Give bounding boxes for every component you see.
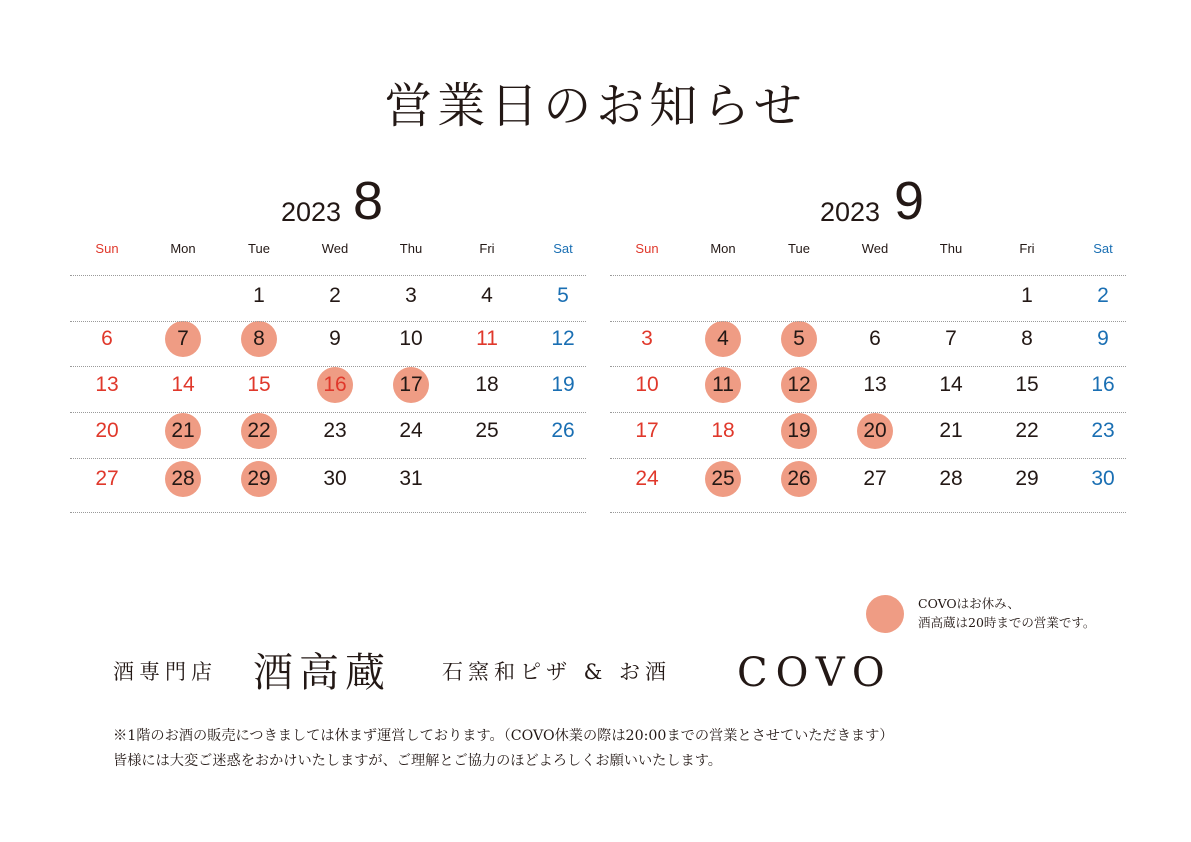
note-line-1: ※1階のお酒の販売につきましては休まず運営しております。（COVO休業の際は20:00までの営業とさせていただきます） bbox=[113, 728, 894, 744]
day-cell-closed: 19 bbox=[781, 413, 817, 449]
row-divider bbox=[70, 275, 586, 276]
row-divider bbox=[70, 458, 586, 459]
day-cell: 14 bbox=[939, 373, 963, 396]
year-label: 2023 bbox=[281, 197, 342, 227]
day-cell: 8 bbox=[1021, 327, 1033, 350]
day-cell: 2 bbox=[1097, 284, 1109, 307]
day-cell: 21 bbox=[939, 419, 963, 442]
day-cell: 24 bbox=[399, 419, 423, 442]
day-cell: 20 bbox=[95, 419, 119, 442]
month-label: 8 bbox=[353, 171, 384, 231]
day-cell: 3 bbox=[405, 284, 417, 307]
day-cell: 2 bbox=[329, 284, 341, 307]
weekday-fri: Fri bbox=[1019, 241, 1035, 256]
day-cell: 17 bbox=[635, 419, 659, 442]
row-divider bbox=[70, 412, 586, 413]
weekday-sun: Sun bbox=[95, 241, 119, 256]
day-cell: 4 bbox=[481, 284, 493, 307]
day-cell-closed: 17 bbox=[393, 367, 429, 403]
day-cell: 14 bbox=[171, 373, 195, 396]
day-cell: 27 bbox=[863, 467, 887, 490]
legend-line-2: 酒高蔵は20時までの営業です。 bbox=[918, 615, 1096, 630]
weekday-mon: Mon bbox=[170, 241, 196, 256]
day-cell: 30 bbox=[1091, 467, 1115, 490]
sake-shop-prefix: 酒専門店 bbox=[113, 660, 217, 684]
day-cell: 12 bbox=[551, 327, 575, 350]
legend-text bbox=[918, 594, 1095, 632]
day-cell-closed: 26 bbox=[781, 461, 817, 497]
day-cell: 27 bbox=[95, 467, 119, 490]
row-divider bbox=[610, 412, 1126, 413]
row-divider bbox=[70, 321, 586, 322]
weekday-thu: Thu bbox=[939, 241, 963, 256]
day-cell: 9 bbox=[329, 327, 341, 350]
row-divider bbox=[610, 458, 1126, 459]
row-divider bbox=[610, 512, 1126, 513]
weekday-mon: Mon bbox=[710, 241, 736, 256]
day-cell: 10 bbox=[399, 327, 423, 350]
day-cell-closed: 11 bbox=[705, 367, 741, 403]
page-title: 営業日のお知らせ bbox=[384, 78, 807, 134]
day-cell: 15 bbox=[247, 373, 271, 396]
day-cell: 1 bbox=[1021, 284, 1033, 307]
day-cell: 30 bbox=[323, 467, 347, 490]
weekday-sun: Sun bbox=[635, 241, 659, 256]
weekday-sat: Sat bbox=[1093, 241, 1113, 256]
day-cell: 18 bbox=[711, 419, 735, 442]
weekday-row bbox=[610, 237, 1126, 261]
day-cell-closed: 12 bbox=[781, 367, 817, 403]
day-cell: 29 bbox=[1015, 467, 1039, 490]
row-divider bbox=[70, 366, 586, 367]
day-cell-closed: 4 bbox=[705, 321, 741, 357]
weekday-wed: Wed bbox=[321, 241, 349, 256]
day-cell-closed: 25 bbox=[705, 461, 741, 497]
day-cell-closed: 29 bbox=[241, 461, 277, 497]
day-cell: 1 bbox=[253, 284, 265, 307]
weekday-tue: Tue bbox=[788, 241, 810, 256]
row-divider bbox=[70, 512, 586, 513]
day-cell-closed: 21 bbox=[165, 413, 201, 449]
weekday-sat: Sat bbox=[553, 241, 573, 256]
day-cell: 15 bbox=[1015, 373, 1039, 396]
row-divider bbox=[610, 275, 1126, 276]
day-cell: 7 bbox=[945, 327, 957, 350]
day-cell-closed: 16 bbox=[317, 367, 353, 403]
day-cell: 18 bbox=[475, 373, 499, 396]
day-cell: 25 bbox=[475, 419, 499, 442]
day-cell: 31 bbox=[399, 467, 423, 490]
row-divider bbox=[610, 366, 1126, 367]
day-cell: 22 bbox=[1015, 419, 1039, 442]
day-cell: 10 bbox=[635, 373, 659, 396]
closed-marker-swatch bbox=[866, 595, 904, 633]
day-cell: 16 bbox=[1091, 373, 1115, 396]
day-cell-closed: 20 bbox=[857, 413, 893, 449]
day-cell: 6 bbox=[869, 327, 881, 350]
day-cell: 6 bbox=[101, 327, 113, 350]
day-cell: 23 bbox=[323, 419, 347, 442]
weekday-fri: Fri bbox=[479, 241, 495, 256]
day-cell: 26 bbox=[551, 419, 575, 442]
day-cell-closed: 7 bbox=[165, 321, 201, 357]
day-cell: 28 bbox=[939, 467, 963, 490]
month-label: 9 bbox=[894, 171, 925, 231]
covo-prefix: 石窯和ピザ & お酒 bbox=[442, 660, 672, 684]
weekday-thu: Thu bbox=[399, 241, 423, 256]
year-label: 2023 bbox=[820, 197, 881, 227]
day-cell: 24 bbox=[635, 467, 659, 490]
weekday-tue: Tue bbox=[248, 241, 270, 256]
day-cell-closed: 8 bbox=[241, 321, 277, 357]
day-cell: 5 bbox=[557, 284, 569, 307]
day-cell-closed: 28 bbox=[165, 461, 201, 497]
row-divider bbox=[610, 321, 1126, 322]
sake-shop-name: 酒高蔵 bbox=[253, 650, 391, 696]
day-cell: 9 bbox=[1097, 327, 1109, 350]
legend-line-1: COVOはお休み、 bbox=[918, 596, 1020, 611]
weekday-row bbox=[70, 237, 586, 261]
day-cell: 13 bbox=[95, 373, 119, 396]
note-line-2: 皆様には大変ご迷惑をおかけいたしますが、ご理解とご協力のほどよろしくお願いいたします。 bbox=[113, 753, 722, 769]
covo-name: COVO bbox=[737, 650, 893, 696]
weekday-wed: Wed bbox=[861, 241, 889, 256]
day-cell: 3 bbox=[641, 327, 653, 350]
day-cell: 13 bbox=[863, 373, 887, 396]
day-cell-closed: 5 bbox=[781, 321, 817, 357]
day-cell: 11 bbox=[476, 327, 498, 350]
day-cell: 23 bbox=[1091, 419, 1115, 442]
day-cell: 19 bbox=[551, 373, 575, 396]
day-cell-closed: 22 bbox=[241, 413, 277, 449]
